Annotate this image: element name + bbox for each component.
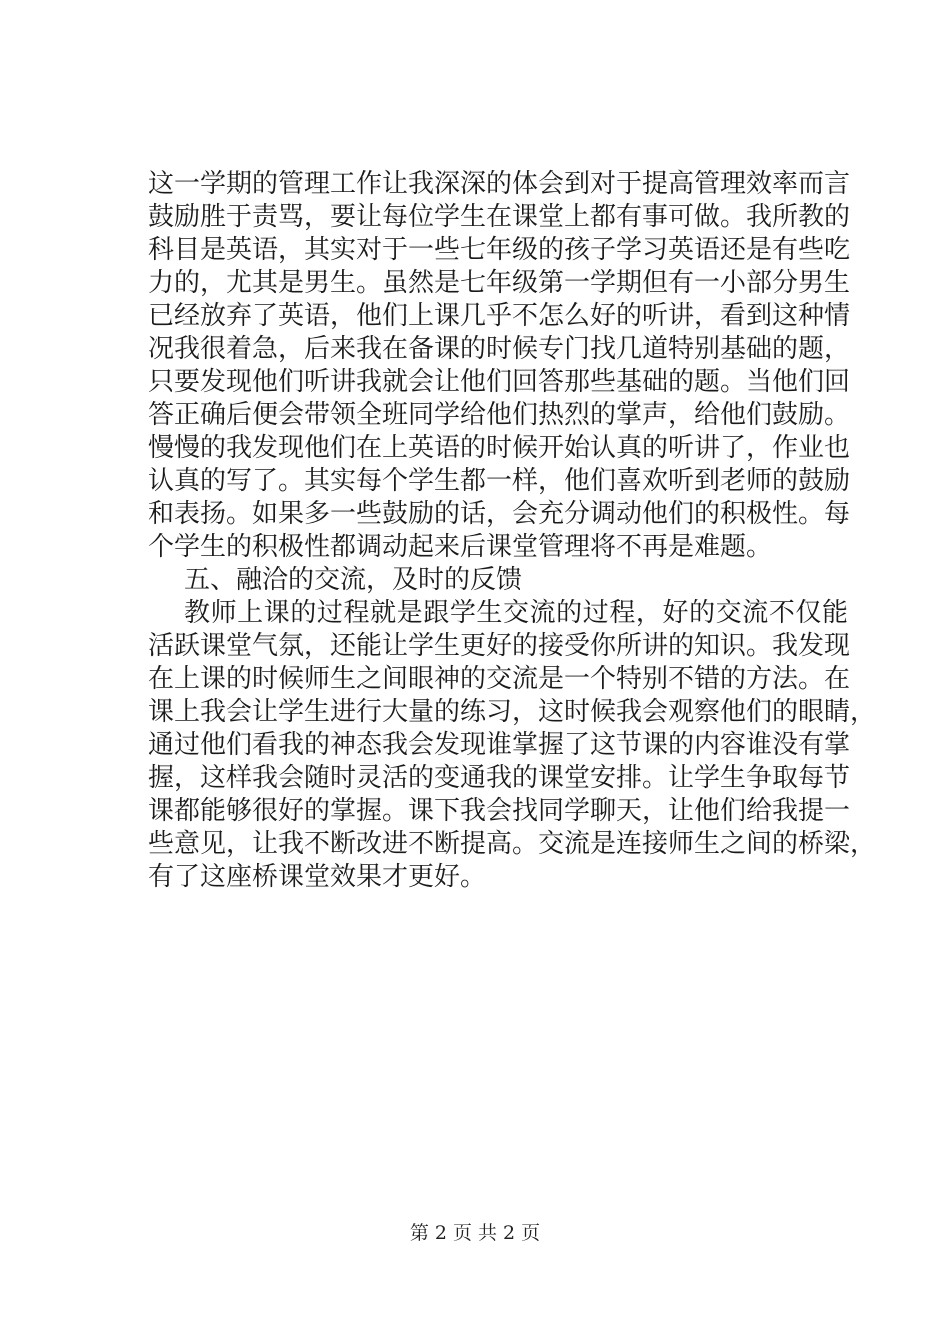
text-line: 已经放弃了英语，他们上课几乎不怎么好的听讲，看到这种情: [148, 301, 851, 331]
text-line: 课上我会让学生进行大量的练习，这时候我会观察他们的眼睛，: [148, 697, 877, 727]
text-line: 鼓励胜于责骂，要让每位学生在课堂上都有事可做。我所教的: [148, 202, 851, 232]
text-line: 只要发现他们听讲我就会让他们回答那些基础的题。当他们回: [148, 367, 851, 397]
text-line: 些意见，让我不断改进不断提高。交流是连接师生之间的桥梁，: [148, 829, 877, 859]
text-line: 通过他们看我的神态我会发现谁掌握了这节课的内容谁没有掌: [148, 730, 851, 760]
page-number-footer: 第 2 页 共 2 页: [409, 1222, 541, 1244]
text-line: 有了这座桥课堂效果才更好。: [148, 862, 487, 892]
section-heading: 五、融洽的交流，及时的反馈: [184, 565, 523, 595]
text-line: 和表扬。如果多一些鼓励的话，会充分调动他们的积极性。每: [148, 499, 851, 529]
paragraph-management: [148, 168, 851, 564]
text-line: 力的，尤其是男生。虽然是七年级第一学期但有一小部分男生: [148, 268, 851, 298]
text-line: 个学生的积极性都调动起来后课堂管理将不再是难题。: [148, 532, 773, 562]
text-line: 这一学期的管理工作让我深深的体会到对于提高管理效率而言: [148, 169, 851, 199]
text-line: 教师上课的过程就是跟学生交流的过程，好的交流不仅能: [184, 598, 848, 628]
paragraph-communication: [148, 597, 877, 894]
document-body: [148, 168, 877, 894]
text-line: 在上课的时候师生之间眼神的交流是一个特别不错的方法。在: [148, 664, 851, 694]
text-line: 况我很着急，后来我在备课的时候专门找几道特别基础的题，: [148, 334, 851, 364]
text-line: 课都能够很好的掌握。课下我会找同学聊天，让他们给我提一: [148, 796, 851, 826]
text-line: 认真的写了。其实每个学生都一样，他们喜欢听到老师的鼓励: [148, 466, 851, 496]
text-line: 活跃课堂气氛，还能让学生更好的接受你所讲的知识。我发现: [148, 631, 851, 661]
text-line: 慢慢的我发现他们在上英语的时候开始认真的听讲了，作业也: [148, 433, 851, 463]
text-line: 握，这样我会随时灵活的变通我的课堂安排。让学生争取每节: [148, 763, 851, 793]
text-line: 答正确后便会带领全班同学给他们热烈的掌声，给他们鼓励。: [148, 400, 851, 430]
text-line: 科目是英语，其实对于一些七年级的孩子学习英语还是有些吃: [148, 235, 851, 265]
